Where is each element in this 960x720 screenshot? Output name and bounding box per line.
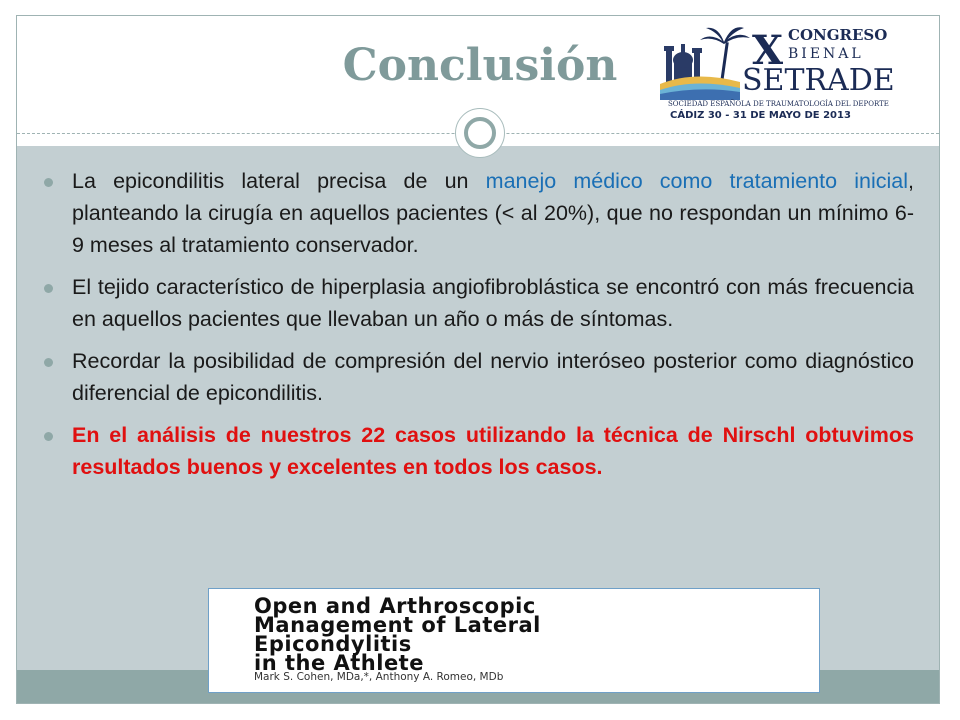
- reference-title: Open and Arthroscopic Management of Lateral Epicondylitis in the Athlete: [254, 594, 541, 675]
- bullet-dot-icon: [44, 432, 53, 441]
- bullet-dot-icon: [44, 178, 53, 187]
- bullet-3-text: Recordar la posibilidad de compresión del nervio interóseo posterior como diagnóstico diferencial de epicondilitis.: [72, 349, 914, 405]
- bullet-item: [42, 271, 914, 335]
- bullet-1-text-start: La epicondilitis lateral precisa de un: [72, 169, 486, 193]
- bullet-item: [42, 165, 914, 261]
- slide-title: Conclusión: [342, 40, 618, 91]
- conclusion-bullets: [42, 165, 914, 493]
- logo-event: CÁDIZ 30 - 31 DE MAYO DE 2013: [670, 110, 851, 121]
- bullet-dot-icon: [44, 284, 53, 293]
- congress-logo-graphic: [660, 22, 930, 122]
- bullet-1-highlight: manejo médico como tratamiento inicial: [485, 169, 909, 193]
- logo-numeral: X: [752, 27, 784, 74]
- divider-ring-inner: [464, 117, 496, 149]
- congress-logo: [660, 22, 930, 122]
- logo-congreso: CONGRESO: [788, 26, 888, 44]
- divider-ring-icon: [455, 108, 505, 158]
- reference-authors: Mark S. Cohen, MDa,*, Anthony A. Romeo, MDb: [254, 671, 504, 683]
- bullet-item: [42, 345, 914, 409]
- bullet-4-text: En el análisis de nuestros 22 casos utilizando la técnica de Nirschl obtuvimos resultados buenos y excelentes en todos los casos.: [72, 423, 914, 479]
- logo-brand: SETRADE: [742, 63, 895, 98]
- bullet-dot-icon: [44, 358, 53, 367]
- reference-paper-image: [208, 588, 820, 693]
- bullet-1-text-end: , planteando la cirugía en aquellos pacientes (< al 20%), que no respondan un mínimo 6-9 meses al tratamiento conservador.: [72, 169, 914, 257]
- logo-bienal: BIENAL: [788, 46, 864, 62]
- bullet-item: [42, 419, 914, 483]
- bullet-2-text: El tejido característico de hiperplasia angiofibroblástica se encontró con más frecuencia en aquellos pacientes que llevaban un año o más de síntomas.: [72, 275, 914, 331]
- logo-society: SOCIEDAD ESPAÑOLA DE TRAUMATOLOGÍA DEL DEPORTE: [668, 100, 889, 108]
